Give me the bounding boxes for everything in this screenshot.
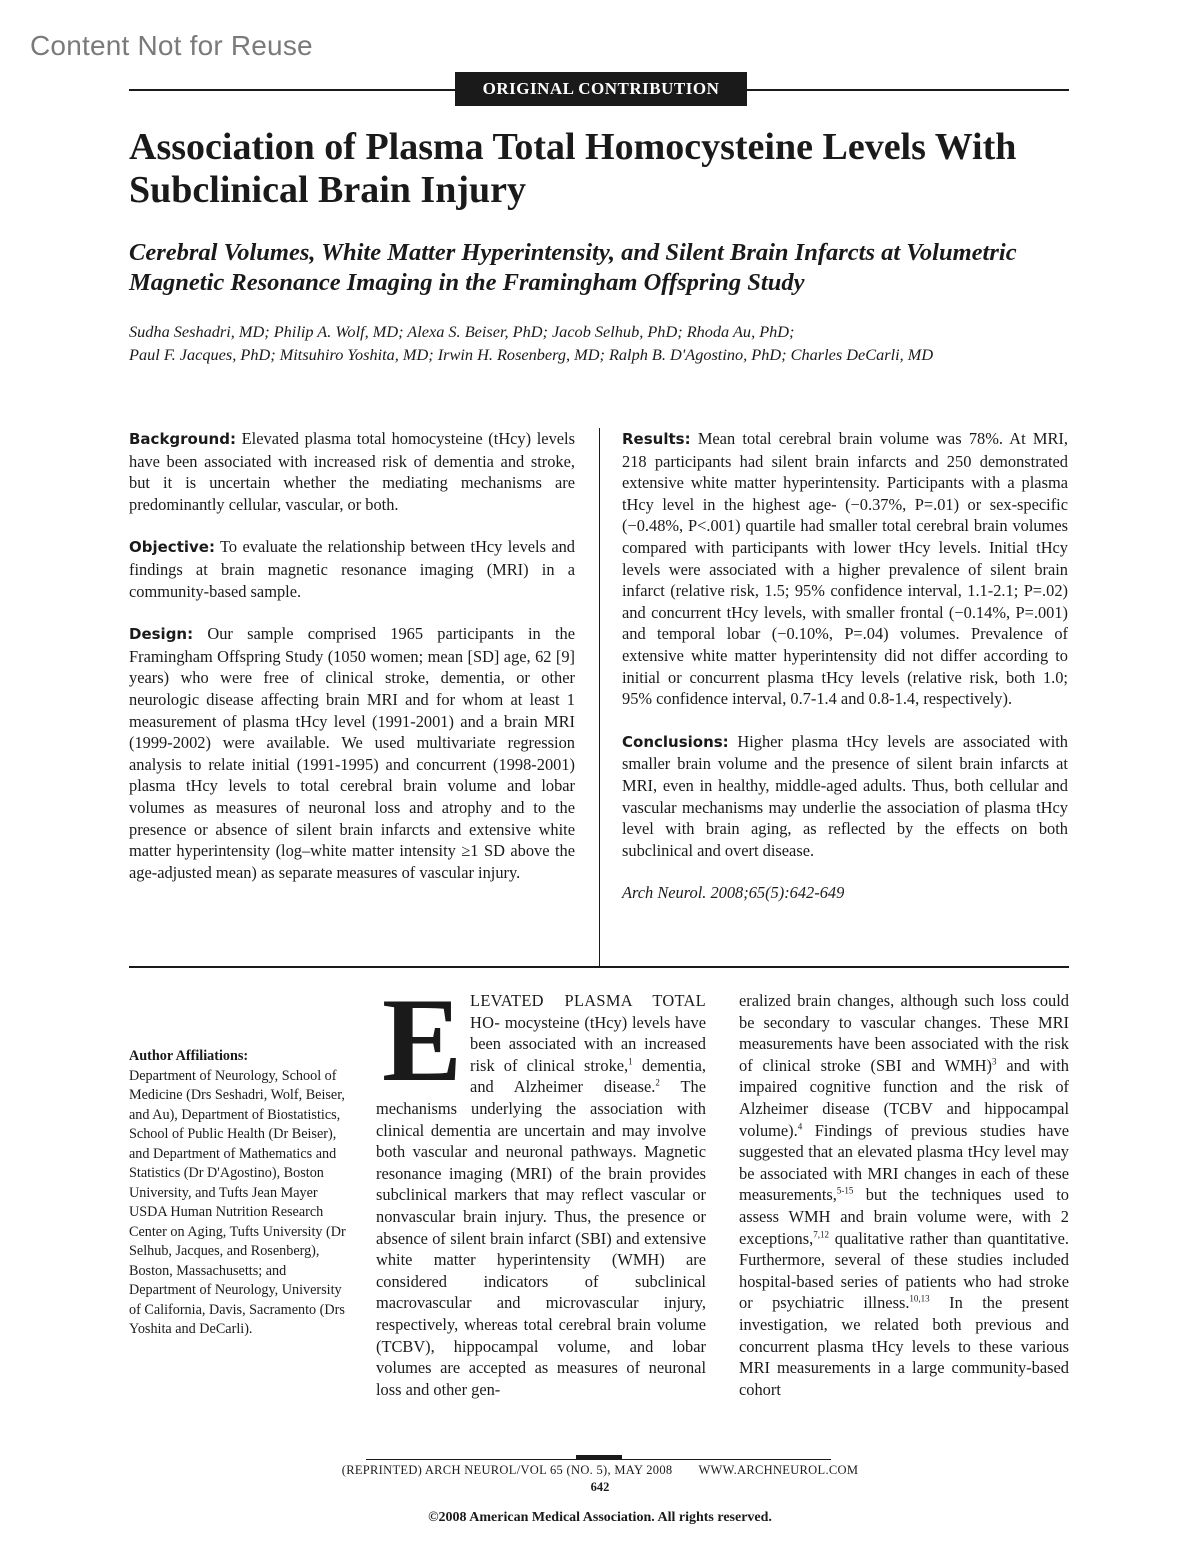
footer-rule-accent [576,1455,622,1459]
copyright-notice: ©2008 American Medical Association. All rights reserved. [428,1510,772,1525]
page-number: 642 [590,1480,610,1494]
body-text: The mechanisms underlying the association with clinical dementia are uncertain and may involve both vascular and neuronal pathways. Magnetic resonance imaging (MRI) of the brain provides subclinical markers that may reflect vascular or nonvascular brain injury. Thus, the presence or absence of silent brain infarct (SBI) and extensive white matter hyperintensity (WMH) are considered indicators of subclinical macrovascular and microvascular injury, respectively, whereas total cerebral brain volume (TCBV), hippocampal volume, and lobar volumes are accepted as measures of neuronal loss and other gen- [376,1077,706,1399]
body-text: In the present investigation, we related both previous and concurrent plasma tHcy levels to these various MRI measurements in a large community-based cohort [739,1293,1069,1399]
author-line: Sudha Seshadri, MD; Philip A. Wolf, MD; Alexa S. Beiser, PhD; Jacob Selhub, PhD; Rhoda Au, PhD; [129,322,795,341]
reference-marker: 10,13 [909,1293,930,1304]
abstract-text: Our sample comprised 1965 participants in the Framingham Offspring Study (1050 women; mean [SD] age, 62 [9] years) who were free of clinical stroke, dementia, or other neurologic disease affecting brain MRI and for whom at least 1 measurement of plasma tHcy level (1991-2001) and a brain MRI (1999-2002) were available. We used multivariate regression analysis to relate initial (1991-1995) and concurrent (1998-2001) plasma tHcy levels to total cerebral brain volume and lobar volumes as measures of neuronal loss and atrophy and to the presence or absence of silent brain infarcts and extensive white matter hyperintensity (log–white matter intensity ≥1 SD above the age-adjusted mean) as separate measures of vascular injury. [129,624,575,882]
abstract-heading: Design: [129,625,194,644]
abstract-design [129,623,575,883]
abstract-bottom-rule [129,966,1069,968]
affiliations-heading: Author Affiliations: [129,1048,249,1064]
abstract-heading: Background: [129,430,236,448]
author-list [129,320,1089,366]
body-text: dementia, and Alzheimer disease. [470,1055,706,1097]
reference-marker: 2 [655,1077,660,1088]
abstract-text: Mean total cerebral brain volume was 78%. At MRI, 218 participants had silent brain infarcts and 250 demonstrated extensive white matter hyperintensity. Participants with a plasma tHcy level in the highest age- (−0.37%, P=.01) or sex-specific (−0.48%, P<.001) quartile had smaller total cerebral brain volumes compared with participants with lower tHcy levels. Initial tHcy levels were associated with a higher prevalence of silent brain infarct (relative risk, 1.5; 95% confidence interval, 1.1-2.1; P=.02) and concurrent tHcy levels, with smaller frontal (−0.14%, P=.001) and temporal lobar (−0.10%, P=.04) volumes. Prevalence of extensive white matter hyperintensity did not differ according to initial or concurrent plasma tHcy levels (relative risk, both 1.0; 95% confidence interval, 0.7-1.4 and 0.8-1.4, respectively). [622,429,1068,709]
abstract-text: Elevated plasma total homocysteine (tHcy) levels have been associated with increased risk of dementia and stroke, but it is uncertain whether the mediating mechanisms are predominantly cellular, vascular, or both. [129,429,575,514]
column-divider [599,428,600,966]
abstract-heading: Objective: [129,538,215,557]
abstract-objective [129,536,575,602]
author-line: Paul F. Jacques, PhD; Mitsuhiro Yoshita, MD; Irwin H. Rosenberg, MD; Ralph B. D'Agostino, PhD; Charles DeCarli, MD [129,345,934,364]
abstract-right-column [622,428,1068,925]
citation: Arch Neurol. 2008;65(5):642-649 [622,883,845,903]
reference-marker: 5-15 [836,1185,854,1196]
body-text: Findings of previous studies have suggested that an elevated plasma tHcy level may be associated with MRI changes in each of these measurements, [739,1120,1069,1205]
body-text: and with impaired cognitive function and the risk of Alzheimer disease (TCBV and hippocampal volume). [739,1055,1069,1140]
section-label: ORIGINAL CONTRIBUTION [455,72,747,106]
lead-in-text: LEVATED PLASMA TOTAL HO- [470,991,706,1032]
watermark: Content Not for Reuse [30,30,313,61]
author-affiliations [129,1047,355,1340]
reference-marker: 1 [628,1056,633,1067]
reference-marker: 7,12 [813,1229,829,1240]
reference-marker: 3 [991,1056,997,1067]
affiliations-text: Department of Neurology, School of Medicine (Drs Seshadri, Wolf, Beiser, and Au), Department of Biostatistics, School of Public Health (Dr Beiser), and Department of Mathematics and Statistics (Dr D'Agostino), Boston University, and Tufts Jean Mayer USDA Human Nutrition Research Center on Aging, Tufts University (Dr Selhub, Jacques, and Rosenberg), Boston, Massachusetts; and Department of Neurology, University of California, Davis, Sacramento (Drs Yoshita and DeCarli). [129,1067,346,1337]
body-text: qualitative rather than quantitative. Furthermore, several of these studies included hospital-based series of patients who had stroke or psychiatric illness. [739,1228,1069,1313]
abstract-conclusions [622,731,1068,862]
drop-cap: E [382,973,463,1106]
body-text: mocysteine (tHcy) levels have been associated with an increased risk of clinical stroke, [470,1012,706,1075]
body-column-middle [376,973,706,1400]
body-paragraph [376,973,706,1400]
footer-line [240,1463,960,1478]
journal-info: (REPRINTED) ARCH NEUROL/VOL 65 (NO. 5), MAY 2008 [341,1463,673,1477]
abstract-text: To evaluate the relationship between tHcy levels and findings at brain magnetic resonance imaging (MRI) in a community-based sample. [129,537,575,601]
abstract-left-column [129,428,575,904]
article-title: Association of Plasma Total Homocysteine Levels With Subclinical Brain Injury [129,126,1017,211]
journal-website: WWW.ARCHNEUROL.COM [698,1463,859,1477]
body-text: eralized brain changes, although such loss could be secondary to vascular changes. These MRI measurements have been associated with the risk of clinical stroke (SBI and WMH) [739,991,1069,1075]
abstract-text: Higher plasma tHcy levels are associated with smaller brain volume and the presence of silent brain infarcts at MRI, even in healthy, middle-aged adults. Thus, both cellular and vascular mechanisms may underlie the association of plasma tHcy level with brain aging, as reflected by the effects on both subclinical and overt disease. [622,731,1068,860]
body-column-right [739,990,1069,1400]
abstract-heading: Conclusions: [622,732,729,751]
abstract-results [622,428,1068,710]
abstract-background [129,428,575,515]
body-text: but the techniques used to assess WMH and brain volume were, with 2 exceptions, [739,1185,1069,1248]
article-subtitle: Cerebral Volumes, White Matter Hyperintensity, and Silent Brain Infarcts at Volumetric Magnetic Resonance Imaging in the Framingham Offspring Study [129,239,1017,296]
reference-marker: 4 [797,1121,803,1132]
footer-rule [366,1459,831,1460]
body-paragraph [739,990,1069,1400]
abstract-heading: Results: [622,430,691,448]
